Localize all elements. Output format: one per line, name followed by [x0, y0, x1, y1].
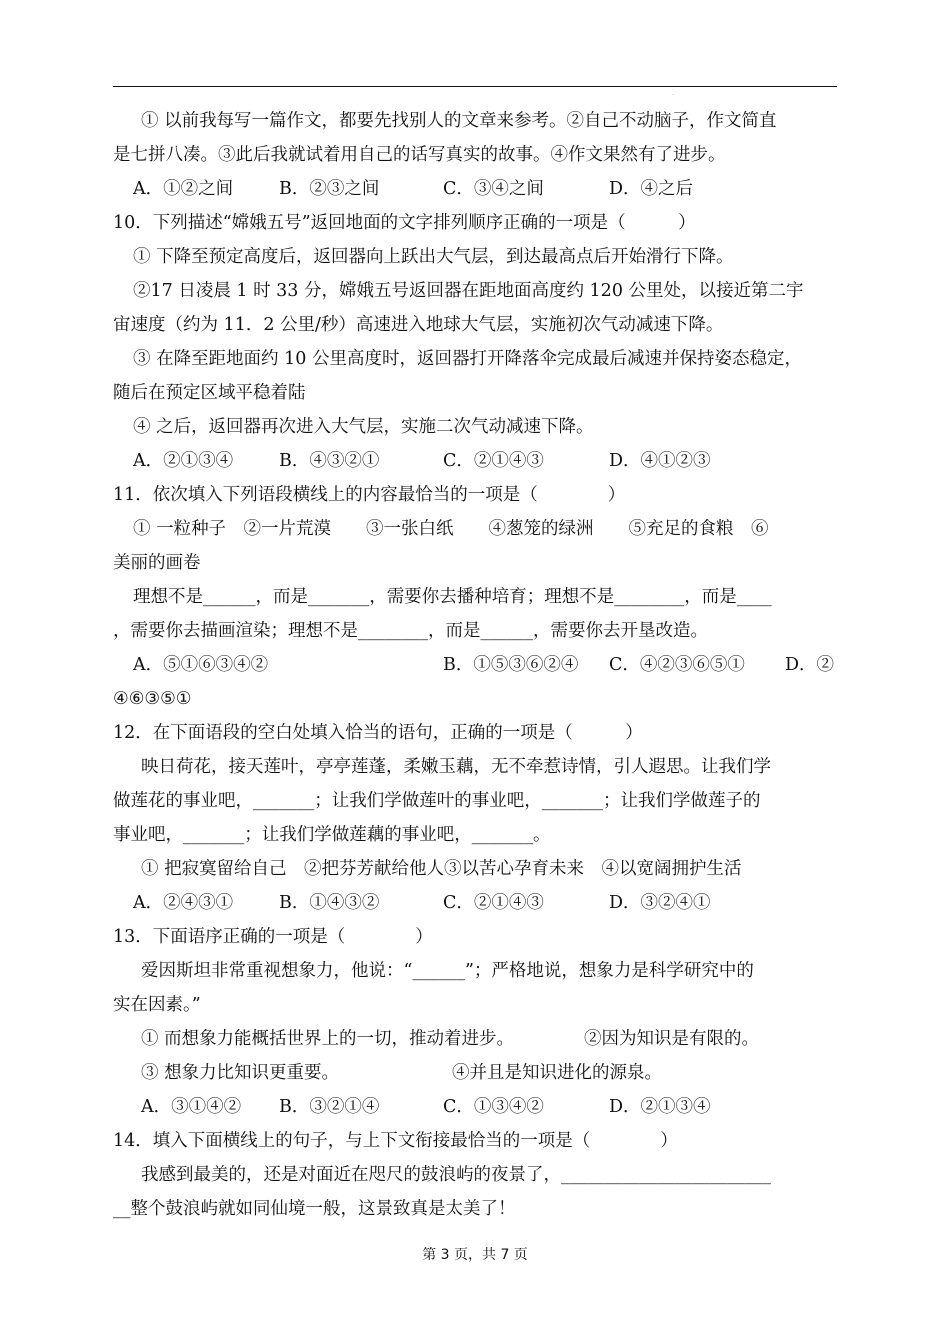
q14-paragraph-line-2: __整个鼓浪屿就如同仙境一般，这景致真是太美了！	[113, 1199, 516, 1219]
document-body	[113, 104, 837, 1226]
q13-sentences-row-1	[113, 1022, 837, 1056]
q11-items-line-2: 美丽的画卷	[113, 553, 201, 573]
q13-sentence-3: ③ 想象力比知识更重要。	[141, 1063, 340, 1083]
header-rule	[113, 86, 837, 87]
q11-option-a[interactable]: A．⑤①⑥③④②	[133, 655, 269, 675]
q10-option-d[interactable]: D．④①②③	[609, 451, 711, 471]
q9-text-line-1: ① 以前我每写一篇作文，都要先找别人的文章来参考。②自己不动脑子，作文简直	[141, 111, 777, 131]
q10-sentence-1: ① 下降至预定高度后，返回器向上跃出大气层，到达最高点后开始滑行下降。	[133, 247, 734, 267]
q13-sentence-4: ④并且是知识进化的源泉。	[452, 1063, 662, 1083]
q13-sentences-row-2	[113, 1056, 837, 1090]
q11-paragraph-line-1: 理想不是______，而是_______，需要你去播种培育；理想不是________，而是____	[133, 587, 772, 607]
q10-option-b[interactable]: B．④③②①	[279, 451, 380, 471]
q13-paragraph-line-2: 实在因素。”	[113, 995, 201, 1015]
q13-sentence-1: ① 而想象力能概括世界上的一切，推动着进步。	[141, 1029, 515, 1049]
q12-option-c[interactable]: C．②①④③	[443, 893, 544, 913]
q9-option-a[interactable]: A．①②之间	[133, 179, 234, 199]
q10-sentence-3b: 随后在预定区域平稳着陆	[113, 383, 306, 403]
q10-stem: 10．下列描述“嫦娥五号”返回地面的文字排列顺序正确的一项是（ ）	[113, 213, 696, 233]
decorative-dot: ·	[672, 92, 674, 99]
q10-options	[113, 444, 837, 478]
q14-paragraph-line-1: 我感到最美的，还是对面近在咫尺的鼓浪屿的夜景了，________________________	[141, 1165, 771, 1185]
q10-sentence-2b: 宙速度（约为 11．2 公里/秒）高速进入地球大气层，实施初次气动减速下降。	[113, 315, 724, 335]
q10-option-a[interactable]: A．②①③④	[133, 451, 234, 471]
q10-sentence-4: ④ 之后，返回器再次进入大气层，实施二次气动减速下降。	[133, 417, 594, 437]
q11-options	[113, 648, 837, 682]
q10-sentence-3a: ③ 在降至距地面约 10 公里高度时，返回器打开降落伞完成最后减速并保持姿态稳定，	[133, 349, 802, 369]
q12-stem: 12．在下面语段的空白处填入恰当的语句，正确的一项是（ ）	[113, 723, 643, 743]
q13-option-b[interactable]: B．③②①④	[279, 1097, 380, 1117]
q13-paragraph-line-1: 爱因斯坦非常重视想象力，他说：“______”；严格地说，想象力是科学研究中的	[141, 961, 754, 981]
q9-option-b[interactable]: B．②③之间	[279, 179, 380, 199]
q11-option-b[interactable]: B．①⑤③⑥②④	[443, 655, 579, 675]
q12-paragraph-line-3: 事业吧，_______；让我们学做莲藕的事业吧，_______。	[113, 825, 551, 845]
q12-paragraph-line-2: 做莲花的事业吧，_______；让我们学做莲叶的事业吧，_______；让我们学做莲子的	[113, 791, 761, 811]
q12-options	[113, 886, 837, 920]
q10-sentence-2a: ②17 日凌晨 1 时 33 分，嫦娥五号返回器在距地面高度约 120 公里处，以接近第二宇	[133, 281, 804, 301]
q9-option-d[interactable]: D．④之后	[609, 179, 694, 199]
q9-option-c[interactable]: C．③④之间	[443, 179, 544, 199]
q11-option-d[interactable]: D．②	[785, 655, 835, 675]
q12-paragraph-line-1: 映日荷花，接天莲叶，亭亭莲蓬，柔嫩玉藕，无不牵惹诗情，引人遐思。让我们学	[141, 757, 771, 777]
q11-stem: 11．依次填入下列语段横线上的内容最恰当的一项是（ ）	[113, 485, 626, 505]
page-number-footer: 第 3 页，共 7 页	[422, 1247, 528, 1263]
q12-option-b[interactable]: B．①④③②	[279, 893, 380, 913]
q11-paragraph-line-2: ，需要你去描画渲染；理想不是________，而是______，需要你去开垦改造。	[113, 621, 708, 641]
q14-stem: 14．填入下面横线上的句子，与上下文衔接最恰当的一项是（ ）	[113, 1131, 678, 1151]
q13-option-a[interactable]: A．③①④②	[141, 1097, 242, 1117]
q12-option-d[interactable]: D．③②④①	[609, 893, 711, 913]
q13-options	[113, 1090, 837, 1124]
q12-items: ① 把寂寞留给自己 ②把芬芳献给他人③以苦心孕育未来 ④以宽阔拥护生活	[141, 859, 742, 879]
q13-option-c[interactable]: C．①③④②	[443, 1097, 544, 1117]
q13-stem: 13．下面语序正确的一项是（ ）	[113, 927, 433, 947]
q12-option-a[interactable]: A．②④③①	[133, 893, 234, 913]
q11-option-c[interactable]: C．④②③⑥⑤①	[609, 655, 745, 675]
q10-option-c[interactable]: C．②①④③	[443, 451, 544, 471]
q9-options	[113, 172, 837, 206]
q11-items-line-1: ① 一粒种子 ②一片荒漠 ③一张白纸 ④葱笼的绿洲 ⑤充足的食粮 ⑥	[133, 519, 769, 539]
q9-text-line-2: 是七拼八凑。③此后我就试着用自己的话写真实的故事。④作文果然有了进步。	[113, 145, 726, 165]
q11-option-d-continued: ④⑥③⑤①	[113, 689, 192, 709]
q13-sentence-2: ②因为知识是有限的。	[584, 1029, 759, 1049]
q13-option-d[interactable]: D．②①③④	[609, 1097, 711, 1117]
